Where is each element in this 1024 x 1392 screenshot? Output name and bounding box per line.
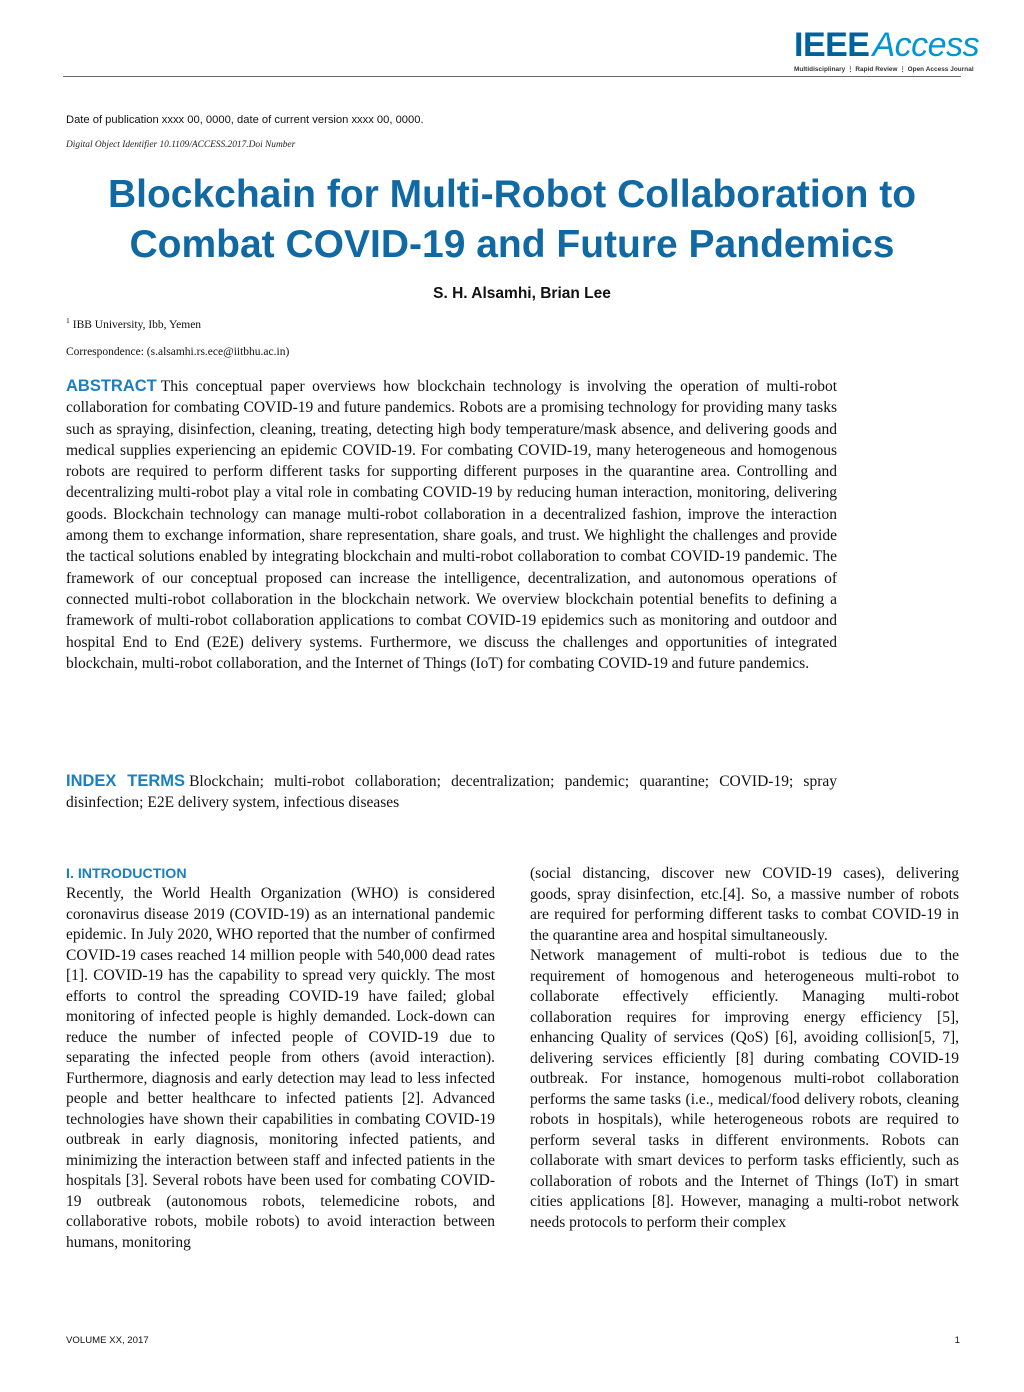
footer-page-number: 1 <box>954 1335 960 1346</box>
intro-paragraph-1: Recently, the World Health Organization (WHO) is considered coronavirus disease 2019 (COVID-19) as an international pandemic epidemic. In July 2020, WHO reported that the number of confirmed COVID-19 cases reached 14 million people with 540,000 dead rates [1]. COVID-19 has the capability to spread very quickly. The most efforts to control the spreading COVID-19 have failed; global monitoring of infected people is highly demanded. Lock-down can reduce the number of infected people of COVID-19 due to separating the infected people from others (avoid interaction). Furthermore, diagnosis and early detection may lead to less infected people and better healthcare to infected patients [2]. Advanced technologies have shown their capabilities in combating COVID-19 outbreak in early diagnosis, monitoring infected patients, and minimizing the interaction between staff and infected patients in the hospitals [3]. Several robots have been used for combating COVID-19 outbreak (autonomous robots, telemedicine robots, and collaborative robots, mobile robots) to avoid interaction between humans, monitoring <box>66 885 495 1251</box>
authors: S. H. Alsamhi, Brian Lee <box>433 285 611 302</box>
abstract-text: This conceptual paper overviews how blockchain technology is involving the operation of multi-robot collaboration for combating COVID-19 and future pandemics. Robots are a promising technology for providing many tasks such as spraying, disinfection, cleaning, treating, detecting high body temperature/mask absence, and delivering goods and medical supplies experiencing an epidemic COVID-19. For combating COVID-19, many heterogeneous and homogenous robots are required to perform different tasks for supporting different purposes in the quarantine area. Controlling and decentralizing multi-robot play a vital role in combating COVID-19 by reducing human interaction, monitoring, delivering goods. Blockchain technology can manage multi-robot collaboration in a decentralized fashion, improve the interaction among them to exchange information, share representation, share goals, and trust. We highlight the challenges and provide the tactical solutions enabled by integrating blockchain and multi-robot collaboration to combat COVID-19 pandemic. The framework of our conceptual proposed can increase the intelligence, decentralization, and autonomous operations of connected multi-robot collaboration in the blockchain network. We overview blockchain potential benefits to defining a framework of multi-robot collaboration applications to combat COVID-19 epidemics such as monitoring and outdoor and hospital End to End (E2E) delivery systems. Furthermore, we discuss the challenges and opportunities of integrated blockchain, multi-robot collaboration, and the Internet of Things (IoT) for combating COVID-19 and future pandemics. <box>66 378 837 672</box>
index-terms-label: INDEX TERMS <box>66 772 186 790</box>
header-rule <box>63 76 961 77</box>
doi-line: Digital Object Identifier 10.1109/ACCESS.2017.Doi Number <box>66 140 296 150</box>
logo-tagline: Multidisciplinary ⋮ Rapid Review ⋮ Open Access Journal <box>794 66 974 73</box>
logo-access: Access <box>872 26 980 64</box>
intro-paragraph-2: Network management of multi-robot is tedious due to the requirement of homogenous and heterogeneous multi-robot to collaborate effectively efficiently. Managing multi-robot collaboration requires for improving energy efficiency [5], enhancing Quality of services (QoS) [6], avoiding collision[5, 7], delivering services efficiently [8] during combating COVID-19 outbreak. For instance, homogenous multi-robot collaboration performs the same tasks (i.e., medical/food delivery robots, cleaning robots in hospitals), while heterogeneous robots are required to perform several tasks in different environments. Robots can collaborate with smart devices to perform tasks efficiently, such as collaboration of robots and the Internet of Things (IoT) in smart cities applications [8]. However, managing a multi-robot network needs protocols to perform their complex <box>530 947 959 1231</box>
section-heading-introduction: I. INTRODUCTION <box>66 866 187 882</box>
footer-volume: VOLUME XX, 2017 <box>66 1335 149 1346</box>
index-terms <box>66 771 837 814</box>
affiliation-marker: 1 <box>66 316 70 325</box>
affiliation <box>66 316 201 331</box>
right-column <box>530 864 959 1233</box>
ieee-access-logo <box>794 26 980 73</box>
intro-paragraph-continued: (social distancing, discover new COVID-19 cases), delivering goods, spray disinfection, etc.[4]. So, a massive number of robots are required for performing different tasks to combat COVID-19 in the quarantine area and hospital simultaneously. <box>530 865 959 944</box>
publication-date: Date of publication xxxx 00, 0000, date of current version xxxx 00, 0000. <box>66 114 424 126</box>
logo-ieee: IEEE <box>794 26 870 64</box>
correspondence: Correspondence: (s.alsamhi.rs.ece@iitbhu.ac.in) <box>66 346 290 358</box>
index-terms-text: Blockchain; multi-robot collaboration; decentralization; pandemic; quarantine; COVID-19; spray disinfection; E2E delivery system, infectious diseases <box>66 773 838 812</box>
title-line-1: Blockchain for Multi-Robot Collaboration to <box>107 173 917 216</box>
abstract-label: ABSTRACT <box>66 377 157 395</box>
paper-title <box>60 170 964 270</box>
abstract <box>66 376 837 674</box>
title-line-2: Combat COVID-19 and Future Pandemics <box>129 223 895 266</box>
left-column <box>66 864 495 1253</box>
affiliation-text: IBB University, Ibb, Yemen <box>72 319 202 331</box>
